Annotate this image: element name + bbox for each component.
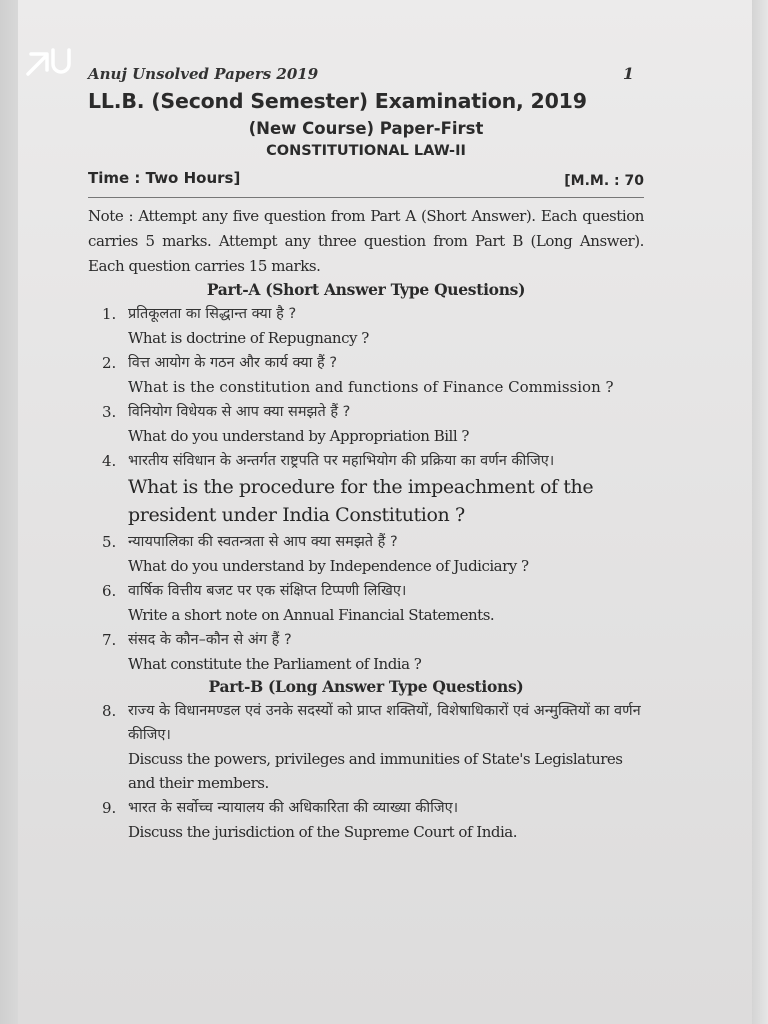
question-english: What is the constitution and functions of Finance Commission ? — [128, 378, 614, 396]
question-number: 1. — [102, 305, 117, 323]
question-hindi: न्यायपालिका की स्वतन्त्रता से आप क्या समझते हैं ? — [128, 534, 398, 550]
question-hindi: राज्य के विधानमण्डल एवं उनके सदस्यों को प्राप्त शक्तियों, विशेषाधिकारों एवं अन्मुक्तियों का वर्णन कीजिए। — [128, 703, 641, 743]
page-right-margin — [752, 0, 768, 1024]
question-english: What constitute the Parliament of India ? — [128, 655, 422, 673]
question-english: What is the procedure for the impeachment of the president under India Constitution ? — [128, 476, 594, 526]
time-marks-row — [88, 169, 644, 198]
question-number: 9. — [102, 799, 117, 817]
question-hindi: भारतीय संविधान के अन्तर्गत राष्ट्रपति पर महाभियोग की प्रक्रिया का वर्णन कीजिए। — [128, 453, 555, 469]
question-hindi: प्रतिकूलता का सिद्धान्त क्या है ? — [128, 306, 297, 322]
exam-content — [88, 64, 644, 844]
instructions-note: Note : Attempt any five question from Part A (Short Answer). Each question carries 5 marks. Attempt any three question from Part B (Long Answer). Each question carries 15 marks. — [88, 207, 644, 275]
publisher-line — [88, 64, 644, 83]
exam-title: LL.B. (Second Semester) Examination, 2019 — [88, 89, 587, 113]
question-item — [88, 351, 644, 399]
paper-name: CONSTITUTIONAL LAW-II — [266, 143, 466, 159]
page-left-margin — [0, 0, 18, 1024]
question-item — [88, 530, 644, 578]
question-hindi: विनियोग विधेयक से आप क्या समझते हैं ? — [128, 404, 351, 420]
question-number: 7. — [102, 631, 117, 649]
question-english: Write a short note on Annual Financial Statements. — [128, 606, 495, 624]
question-item — [88, 449, 644, 529]
course-line: (New Course) Paper-First — [248, 119, 484, 138]
question-number: 5. — [102, 533, 117, 551]
question-number: 8. — [102, 702, 117, 720]
question-hindi: भारत के सर्वोच्च न्यायालय की अधिकारिता की व्याख्या कीजिए। — [128, 800, 459, 816]
question-english: Discuss the powers, privileges and immunities of State's Legislatures and their members. — [128, 750, 623, 792]
question-item — [88, 302, 644, 350]
question-hindi: वार्षिक वित्तीय बजट पर एक संक्षिप्त टिप्पणी लिखिए। — [128, 583, 407, 599]
question-english: What do you understand by Independence of Judiciary ? — [128, 557, 529, 575]
question-english: Discuss the jurisdiction of the Supreme Court of India. — [128, 823, 517, 841]
question-number: 4. — [102, 452, 117, 470]
question-item — [88, 796, 644, 844]
question-number: 6. — [102, 582, 117, 600]
question-item — [88, 628, 644, 676]
question-english: What do you understand by Appropriation Bill ? — [128, 427, 469, 445]
question-item — [88, 579, 644, 627]
time-allowed: Time : Two Hours] — [88, 169, 241, 187]
share-arrow-icon[interactable] — [22, 44, 72, 78]
max-marks: [M.M. : 70 — [564, 173, 644, 189]
part-b-heading: Part-B (Long Answer Type Questions) — [208, 677, 524, 696]
part-a-heading: Part-A (Short Answer Type Questions) — [206, 280, 526, 299]
question-number: 3. — [102, 403, 117, 421]
question-number: 2. — [102, 354, 117, 372]
question-hindi: संसद के कौन–कौन से अंग हैं ? — [128, 632, 292, 648]
question-item — [88, 699, 644, 795]
question-english: What is doctrine of Repugnancy ? — [128, 329, 369, 347]
question-item — [88, 400, 644, 448]
page-number: 1 — [622, 64, 634, 83]
publisher-name: Anuj Unsolved Papers 2019 — [88, 65, 319, 83]
question-hindi: वित्त आयोग के गठन और कार्य क्या हैं ? — [128, 355, 338, 371]
